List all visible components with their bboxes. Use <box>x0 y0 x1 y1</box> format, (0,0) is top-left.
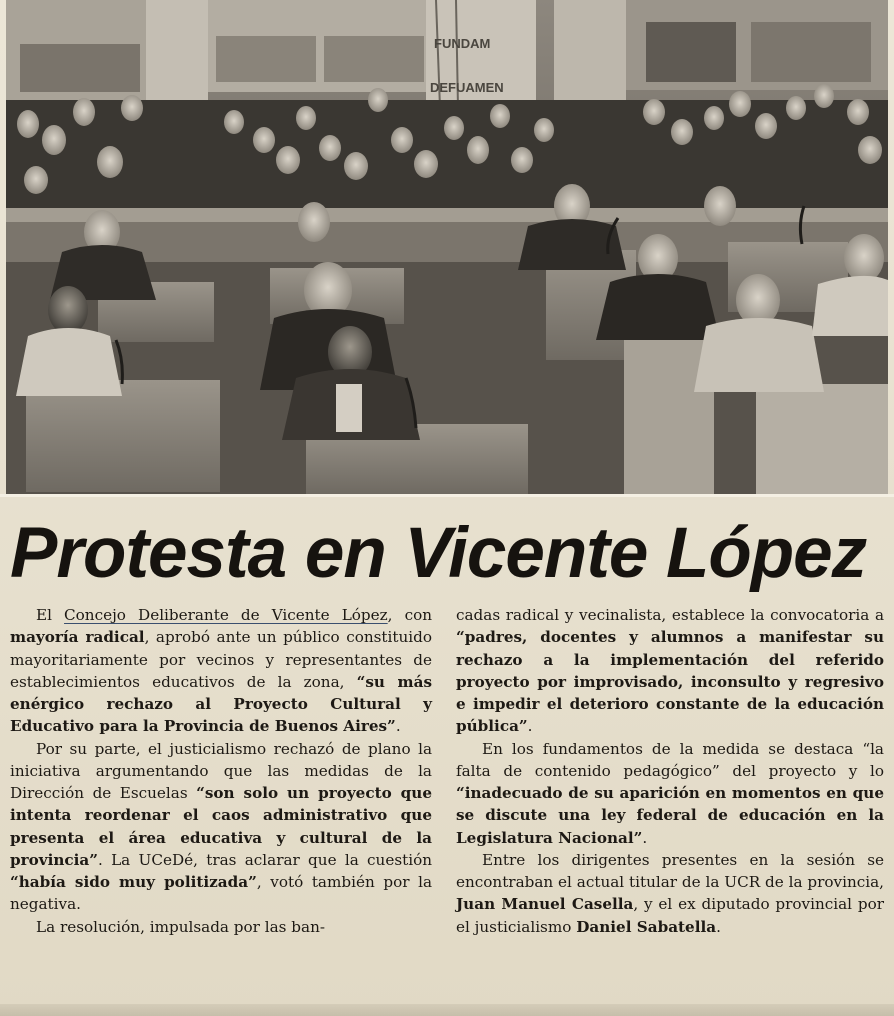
text-run: , aprobó ante un público constituido mayoritariamente por vecinos y representantes de establecimientos educativos de la zona, <box>10 628 432 691</box>
banner-text-2: DEFUAMEN <box>430 80 504 95</box>
text-run: , votó también por la negativa. <box>10 873 433 914</box>
bold-quote: “inadecuado de su aparición en momentos en que se discute una ley federal de educación en la Legislatura Nacional” <box>456 784 884 847</box>
text-run: Por su parte, el justicialismo rechazó de plano la iniciativa argumentando que las medidas de la Dirección de Escuelas <box>10 739 432 802</box>
paragraph <box>10 604 432 738</box>
bold-quote: “había sido muy politizada” <box>10 873 257 891</box>
text-run: , y el ex diputado provincial por el justicialismo <box>456 895 884 936</box>
clipping-bottom-edge <box>0 1004 894 1016</box>
text-run: El <box>36 606 65 624</box>
text-run: Entre los dirigentes presentes en la sesión se encontraban el actual titular de la UCR de la provincia, <box>456 850 884 891</box>
bold-quote: “son solo un proyecto que intenta reordenar el caos administrativo que presenta el área educativa y cultural de la provincia” <box>10 784 432 869</box>
paragraph: La resolución, impulsada por las ban- <box>36 917 325 936</box>
photo-border <box>0 494 894 497</box>
paragraph <box>10 738 432 916</box>
bold-quote: “su más enérgico rechazo al Proyecto Cultural y Educativo para la Provincia de Buenos Aires” <box>10 672 432 736</box>
bold-phrase: mayoría radical <box>10 628 145 647</box>
text-run: . La UCeDé, tras aclarar que la cuestión <box>97 850 432 869</box>
protest-banner <box>426 0 536 108</box>
photo-illustration <box>6 0 888 494</box>
text-run: . <box>527 717 533 736</box>
person-name: Juan Manuel Casella <box>456 895 634 914</box>
text-run: . <box>642 828 648 847</box>
text-run: . <box>395 717 401 736</box>
council-name: Concejo Deliberante de Vicente López <box>64 606 388 624</box>
article-column-left <box>10 604 432 938</box>
text-run: , con <box>387 606 433 624</box>
person-name: Daniel Sabatella <box>576 917 717 936</box>
balcony-rail <box>6 208 888 222</box>
banner-text-1: FUNDAM <box>434 36 491 51</box>
paragraph <box>456 849 884 938</box>
session-photo <box>6 0 888 494</box>
paragraph <box>456 604 884 738</box>
paragraph <box>456 738 884 849</box>
text-run: . <box>716 917 721 936</box>
bold-quote: “padres, docentes y alumnos a manifestar su rechazo a la implementación del referido proyecto por improvisado, inconsulto y regresivo e impedir el deterioro constante de la educación pública” <box>456 628 884 736</box>
text-run: cadas radical y vecinalista, establece la convocatoria a <box>456 606 884 624</box>
headline: Protesta en Vicente López <box>10 514 867 593</box>
text-run: En los fundamentos de la medida se destaca “la falta de contenido pedagógico” del proyecto y lo <box>456 739 884 780</box>
article-column-right <box>456 604 884 938</box>
